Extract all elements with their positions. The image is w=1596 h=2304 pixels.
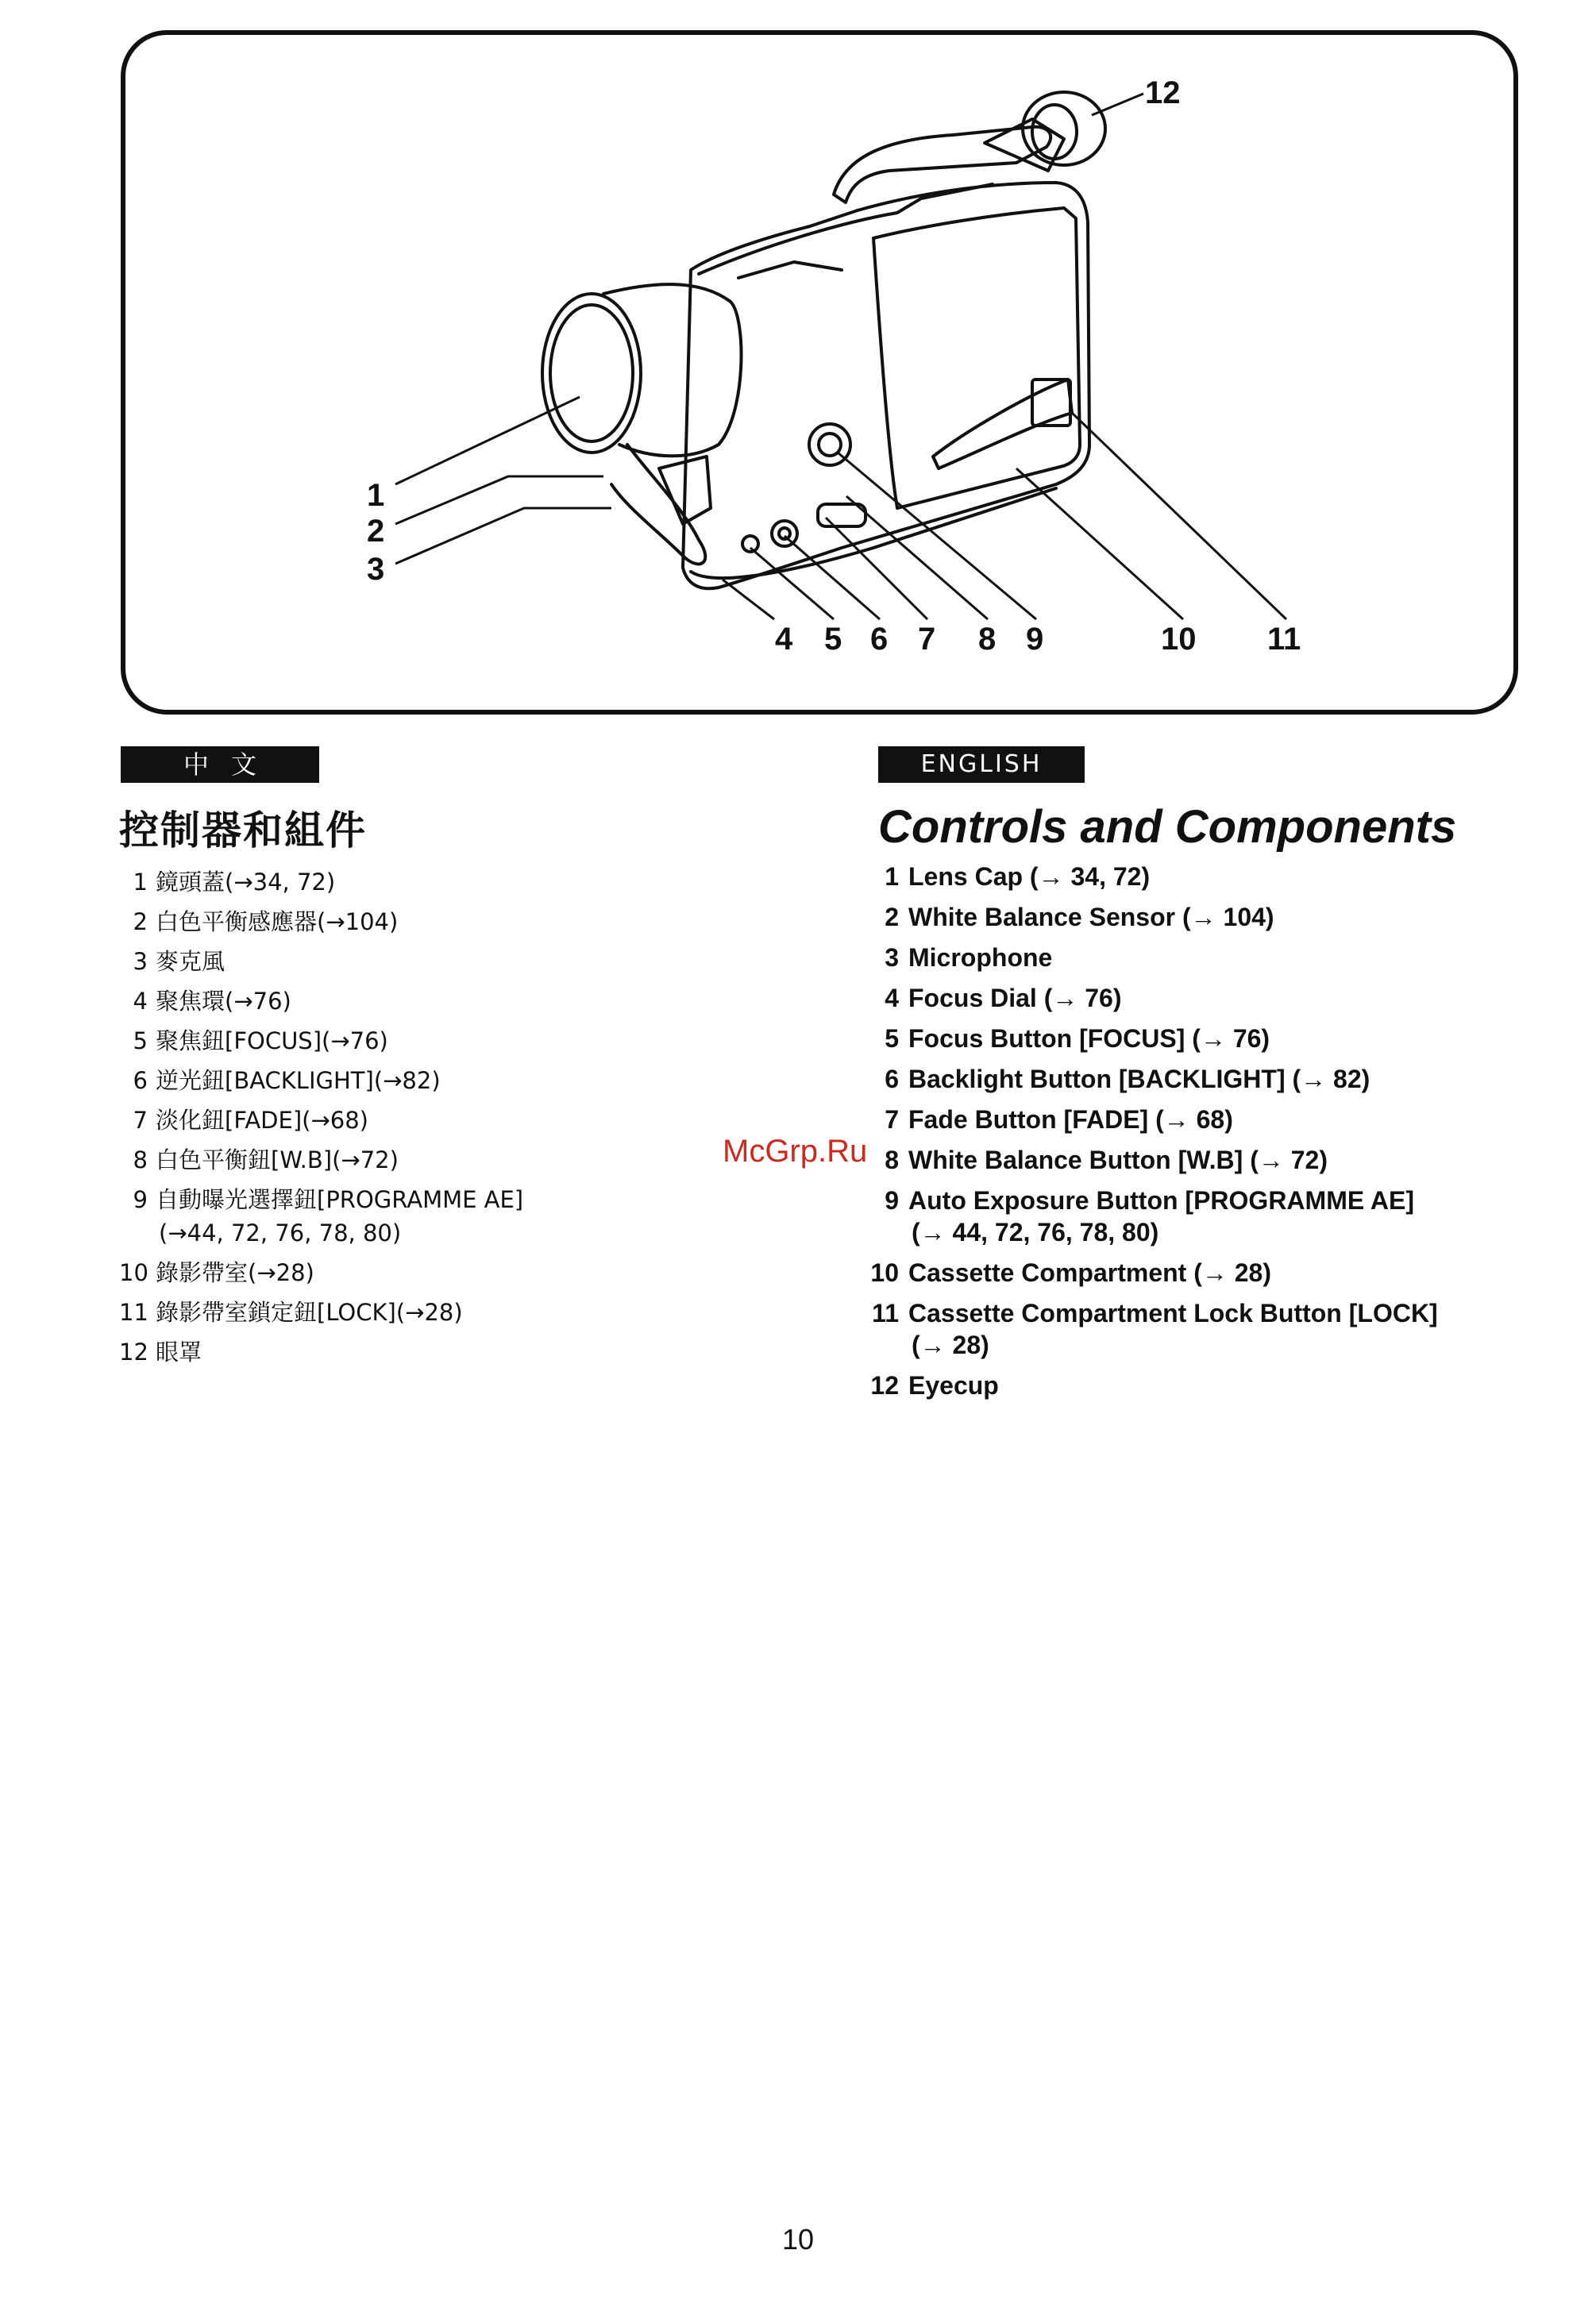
list-item [870,1104,1569,1135]
watermark: McGrp.Ru [723,1134,868,1169]
list-item [870,1257,1569,1289]
list-item [119,1143,794,1177]
item-text: Eyecup [908,1371,999,1400]
item-text: 白色平衡感應器(→104) [156,908,399,935]
callout-5: 5 [824,622,842,657]
item-text: White Balance Button [W.B] (→ 72) [908,1146,1328,1174]
item-text: Cassette Compartment (→ 28) [908,1258,1271,1287]
camcorder-illustration [542,92,1105,588]
list-item [870,1023,1569,1054]
list-item [119,984,794,1018]
item-text: Fade Button [FADE] (→ 68) [908,1105,1233,1134]
item-number: 10 [870,1258,899,1287]
list-item [119,1335,794,1369]
list-item [119,945,794,978]
item-number: 2 [885,903,899,931]
list-item [870,901,1569,933]
list-item [870,1370,1569,1401]
item-number: 6 [885,1065,899,1093]
list-item [119,1296,794,1329]
item-number: 5 [133,1027,148,1054]
item-number: 7 [885,1105,899,1134]
item-text: 自動曝光選擇鈕[PROGRAMME AE] [156,1186,524,1213]
callout-6: 6 [870,622,889,657]
item-number: 9 [133,1186,148,1213]
item-number: 10 [119,1259,148,1286]
item-subtext: (→ 44, 72, 76, 78, 80) [912,1218,1159,1246]
item-text: 淡化鈕[FADE](→68) [156,1107,368,1134]
item-number: 1 [133,869,148,896]
list-item [870,982,1569,1014]
item-text: Cassette Compartment Lock Button [LOCK] [908,1299,1438,1327]
english-component-list [870,861,1569,1410]
callout-1: 1 [367,478,385,513]
callout-3: 3 [367,552,385,587]
list-item [870,1297,1569,1361]
chinese-component-list [119,865,794,1375]
item-subtext: (→ 28) [912,1331,989,1359]
item-text: 鏡頭蓋(→34, 72) [156,869,336,896]
item-number: 5 [885,1024,899,1053]
item-number: 1 [885,862,899,891]
list-item [119,1024,794,1058]
item-text: Backlight Button [BACKLIGHT] (→ 82) [908,1065,1370,1093]
callout-2: 2 [367,514,385,549]
item-number: 3 [885,943,899,972]
page-number: 10 [781,2223,815,2256]
callout-11: 11 [1267,622,1301,657]
list-item [119,905,794,938]
item-subtext: (→44, 72, 76, 78, 80) [159,1219,402,1246]
item-text: 麥克風 [156,948,226,975]
item-text: 聚焦鈕[FOCUS](→76) [156,1027,388,1054]
item-text: 白色平衡鈕[W.B](→72) [156,1146,399,1173]
item-number: 11 [872,1299,899,1327]
list-item [870,1063,1569,1095]
item-number: 12 [119,1339,148,1366]
item-number: 8 [885,1146,899,1174]
list-item [119,1183,794,1250]
item-number: 9 [885,1186,899,1215]
item-text: 錄影帶室鎖定鈕[LOCK](→28) [156,1299,463,1326]
list-item [119,1256,794,1289]
list-item [870,942,1569,973]
item-text: Auto Exposure Button [PROGRAMME AE] [908,1186,1414,1215]
item-text: Lens Cap (→ 34, 72) [908,862,1151,891]
item-text: 眼罩 [156,1339,202,1366]
item-text: 聚焦環(→76) [156,988,291,1015]
list-item [870,861,1569,892]
callout-12: 12 [1145,75,1181,110]
callout-7: 7 [918,622,936,657]
english-section-title: Controls and Components [878,801,1457,853]
english-language-tag: ENGLISH [878,746,1085,783]
item-text: White Balance Sensor (→ 104) [908,903,1274,931]
callout-4: 4 [775,622,793,657]
list-item [870,1185,1569,1248]
callout-10: 10 [1161,622,1197,657]
chinese-section-title: 控制器和組件 [119,807,367,853]
leader-lines [395,94,1286,619]
item-text: 錄影帶室(→28) [156,1259,314,1286]
list-item [119,1064,794,1097]
item-text: Focus Dial (→ 76) [908,984,1122,1012]
item-text: Focus Button [FOCUS] (→ 76) [908,1024,1270,1053]
item-number: 4 [885,984,899,1012]
item-number: 11 [119,1299,148,1326]
item-number: 6 [133,1067,148,1094]
item-text: 逆光鈕[BACKLIGHT](→82) [156,1067,441,1094]
item-number: 2 [133,908,148,935]
item-number: 12 [870,1371,899,1400]
list-item [870,1144,1569,1176]
chinese-language-tag: 中文 [121,746,319,783]
item-number: 7 [133,1107,148,1134]
item-number: 3 [133,948,148,975]
item-text: Microphone [908,943,1053,972]
item-number: 8 [133,1146,148,1173]
callout-9: 9 [1026,622,1044,657]
camcorder-diagram [0,0,1596,730]
item-number: 4 [133,988,148,1015]
callout-8: 8 [978,622,997,657]
list-item [119,865,794,899]
list-item [119,1104,794,1137]
